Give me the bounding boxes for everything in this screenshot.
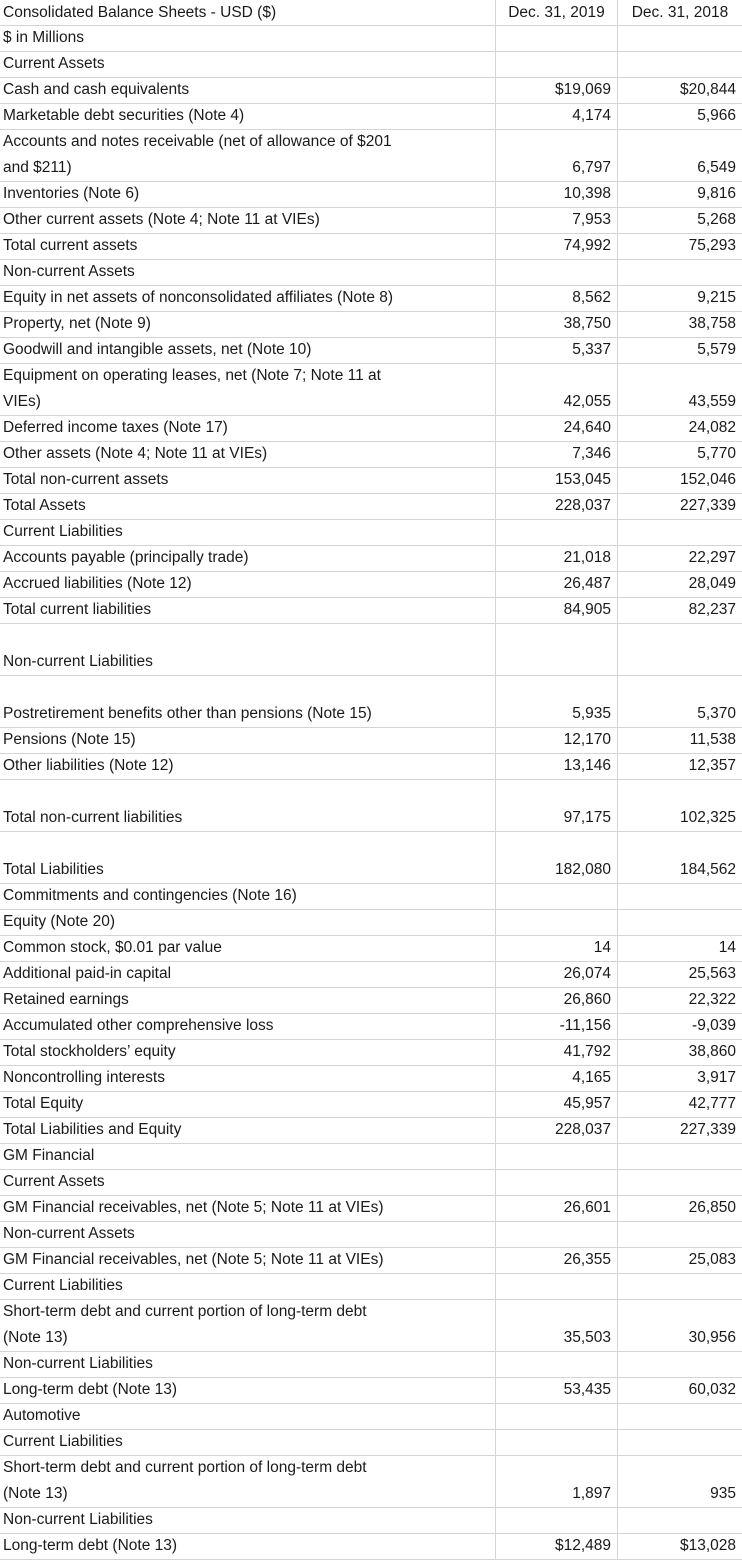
value-2018: 43,559 (688, 393, 736, 410)
value-2018 (618, 1404, 742, 1429)
table-row (0, 988, 742, 1014)
value-2018: 25,083 (688, 1251, 736, 1268)
table-row (0, 104, 742, 130)
row-label: Total stockholders’ equity (0, 1040, 496, 1065)
table-row (0, 130, 742, 182)
value-2018 (618, 884, 742, 909)
value-2019 (496, 520, 618, 545)
value-2019: 26,601 (496, 1196, 618, 1221)
value-2019: $19,069 (496, 78, 618, 103)
value-2019: 1,897 (496, 1456, 618, 1507)
row-label: Equity (Note 20) (0, 910, 496, 935)
row-label: Total Equity (0, 1092, 496, 1117)
row-label: Long-term debt (Note 13) (0, 1534, 496, 1559)
row-label: Equity in net assets of nonconsolidated affiliates (Note 8) (0, 286, 496, 311)
value-2019 (496, 1352, 618, 1377)
value-2018 (618, 1274, 742, 1299)
row-label: Marketable debt securities (Note 4) (0, 104, 496, 129)
table-row (0, 442, 742, 468)
table-row (0, 884, 742, 910)
table-row (0, 1196, 742, 1222)
table-body (0, 52, 742, 1560)
row-label: Inventories (Note 6) (0, 182, 496, 207)
value-2019: 5,337 (496, 338, 618, 363)
value-2018 (618, 1352, 742, 1377)
table-row (0, 416, 742, 442)
table-row (0, 182, 742, 208)
value-2018: 227,339 (679, 497, 736, 514)
row-label: Current Assets (0, 52, 496, 77)
value-2019 (496, 910, 618, 935)
value-2019 (496, 884, 618, 909)
table-row (0, 364, 742, 416)
value-2019: 21,018 (496, 546, 618, 571)
value-2018 (618, 52, 742, 77)
column-header-2018: Dec. 31, 2018 (631, 4, 729, 21)
value-2019: 12,170 (496, 728, 618, 753)
value-2019 (496, 1170, 618, 1195)
row-label: Non-current Liabilities (0, 1352, 496, 1377)
value-2019: 10,398 (496, 182, 618, 207)
value-2018: $13,028 (679, 1537, 736, 1554)
row-label: GM Financial (0, 1144, 496, 1169)
table-row (0, 728, 742, 754)
row-label: Other current assets (Note 4; Note 11 at VIEs) (0, 208, 496, 233)
row-label: Additional paid-in capital (0, 962, 496, 987)
row-label: Non-current Assets (0, 1222, 496, 1247)
table-row (0, 832, 742, 884)
table-row (0, 1144, 742, 1170)
column-header-2019: Dec. 31, 2019 (496, 0, 618, 25)
table-row (0, 676, 742, 728)
row-label: Goodwill and intangible assets, net (Note 10) (0, 338, 496, 363)
table-row (0, 1456, 742, 1508)
value-2018: 5,966 (697, 107, 736, 124)
value-2018: 184,562 (679, 861, 736, 878)
value-2018: -9,039 (692, 1017, 736, 1034)
table-row (0, 1274, 742, 1300)
table-row (0, 624, 742, 676)
table-row (0, 936, 742, 962)
row-label: Total non-current liabilities (0, 780, 496, 831)
value-2019: 26,074 (496, 962, 618, 987)
table-row (0, 260, 742, 286)
value-2018: 5,770 (697, 445, 736, 462)
value-2019 (496, 1404, 618, 1429)
value-2018: 28,049 (688, 575, 736, 592)
value-2019: 7,953 (496, 208, 618, 233)
row-label: Other assets (Note 4; Note 11 at VIEs) (0, 442, 496, 467)
row-label: Total current assets (0, 234, 496, 259)
table-row (0, 1352, 742, 1378)
value-2018: 24,082 (688, 419, 736, 436)
row-label: Short-term debt and current portion of long-term debt (Note 13) (0, 1456, 496, 1507)
value-2018: 227,339 (679, 1121, 736, 1138)
row-label: Current Assets (0, 1170, 496, 1195)
row-label: Automotive (0, 1404, 496, 1429)
unit-label: $ in Millions (0, 26, 496, 51)
value-2019: 8,562 (496, 286, 618, 311)
row-label: Property, net (Note 9) (0, 312, 496, 337)
value-2018 (618, 624, 742, 675)
value-2019: 35,503 (496, 1300, 618, 1351)
value-2019: 6,797 (496, 130, 618, 181)
value-2019: 7,346 (496, 442, 618, 467)
table-row (0, 234, 742, 260)
table-row (0, 910, 742, 936)
row-label: Accrued liabilities (Note 12) (0, 572, 496, 597)
row-label: Current Liabilities (0, 1430, 496, 1455)
value-2018: 5,268 (697, 211, 736, 228)
value-2018: 26,850 (688, 1199, 736, 1216)
value-2019: -11,156 (496, 1014, 618, 1039)
row-label: Non-current Assets (0, 260, 496, 285)
value-2018 (618, 520, 742, 545)
row-label: Non-current Liabilities (0, 624, 496, 675)
value-2019: 53,435 (496, 1378, 618, 1403)
value-2019: 26,860 (496, 988, 618, 1013)
value-2019: 153,045 (496, 468, 618, 493)
value-2018: 38,860 (688, 1043, 736, 1060)
row-label: Total non-current assets (0, 468, 496, 493)
value-2018 (618, 1222, 742, 1247)
row-label: Accounts payable (principally trade) (0, 546, 496, 571)
value-2019 (496, 1274, 618, 1299)
value-2019 (496, 260, 618, 285)
value-2018: 9,215 (697, 289, 736, 306)
row-label: Other liabilities (Note 12) (0, 754, 496, 779)
table-row (0, 78, 742, 104)
table-row (0, 1248, 742, 1274)
row-label: Total Liabilities (0, 832, 496, 883)
row-label: Total Liabilities and Equity (0, 1118, 496, 1143)
unit-row (0, 26, 742, 52)
value-2018 (618, 260, 742, 285)
value-2018: 5,370 (697, 705, 736, 722)
value-2019: 24,640 (496, 416, 618, 441)
value-2018: 6,549 (697, 159, 736, 176)
table-row (0, 1222, 742, 1248)
sheet-title: Consolidated Balance Sheets - USD ($) (0, 0, 496, 25)
value-2019 (496, 1508, 618, 1533)
table-row (0, 598, 742, 624)
table-header-row (0, 0, 742, 26)
value-2018: 5,579 (697, 341, 736, 358)
row-label: Total Assets (0, 494, 496, 519)
row-label: Postretirement benefits other than pensions (Note 15) (0, 676, 496, 727)
value-2019 (496, 1222, 618, 1247)
value-2018 (618, 1508, 742, 1533)
row-label: Commitments and contingencies (Note 16) (0, 884, 496, 909)
value-2019: 38,750 (496, 312, 618, 337)
value-2019: 5,935 (496, 676, 618, 727)
table-row (0, 572, 742, 598)
row-label: Equipment on operating leases, net (Note 7; Note 11 at VIEs) (0, 364, 496, 415)
value-2018: 22,297 (688, 549, 736, 566)
value-2018: 12,357 (688, 757, 736, 774)
value-2018: 22,322 (688, 991, 736, 1008)
table-row (0, 1404, 742, 1430)
table-row (0, 494, 742, 520)
value-2019: 74,992 (496, 234, 618, 259)
table-row (0, 1378, 742, 1404)
value-2019: 84,905 (496, 598, 618, 623)
row-label: Current Liabilities (0, 520, 496, 545)
row-label: Common stock, $0.01 par value (0, 936, 496, 961)
value-2018: 3,917 (697, 1069, 736, 1086)
row-label: Long-term debt (Note 13) (0, 1378, 496, 1403)
value-2019: 41,792 (496, 1040, 618, 1065)
table-row (0, 1534, 742, 1560)
table-row (0, 780, 742, 832)
value-2019: 4,165 (496, 1066, 618, 1091)
value-2019: 97,175 (496, 780, 618, 831)
table-row (0, 52, 742, 78)
value-2019: 42,055 (496, 364, 618, 415)
row-label: Cash and cash equivalents (0, 78, 496, 103)
value-2018 (618, 1170, 742, 1195)
value-2019: $12,489 (496, 1534, 618, 1559)
row-label: Noncontrolling interests (0, 1066, 496, 1091)
value-2018: 11,538 (689, 731, 736, 748)
value-2018: 75,293 (688, 237, 736, 254)
row-label: Pensions (Note 15) (0, 728, 496, 753)
value-2018: 82,237 (688, 601, 736, 618)
table-row (0, 546, 742, 572)
value-2019 (496, 52, 618, 77)
table-row (0, 312, 742, 338)
value-2019: 182,080 (496, 832, 618, 883)
value-2019: 13,146 (496, 754, 618, 779)
table-row (0, 1430, 742, 1456)
value-2018: 30,956 (688, 1329, 736, 1346)
value-2018 (618, 1430, 742, 1455)
table-row (0, 208, 742, 234)
value-2019: 228,037 (496, 1118, 618, 1143)
table-row (0, 754, 742, 780)
value-2018 (618, 1144, 742, 1169)
row-label: Deferred income taxes (Note 17) (0, 416, 496, 441)
value-2018: 935 (710, 1485, 736, 1502)
table-row (0, 1014, 742, 1040)
value-2019: 228,037 (496, 494, 618, 519)
row-label: Short-term debt and current portion of long-term debt (Note 13) (0, 1300, 496, 1351)
value-2019 (496, 1144, 618, 1169)
table-row (0, 338, 742, 364)
table-row (0, 1040, 742, 1066)
table-row (0, 1066, 742, 1092)
table-row (0, 1508, 742, 1534)
value-2019 (496, 1430, 618, 1455)
value-2018: 42,777 (688, 1095, 736, 1112)
value-2018: 9,816 (697, 185, 736, 202)
table-row (0, 1118, 742, 1144)
value-2019 (496, 624, 618, 675)
value-2019: 26,487 (496, 572, 618, 597)
table-row (0, 1092, 742, 1118)
row-label: Accumulated other comprehensive loss (0, 1014, 496, 1039)
table-row (0, 468, 742, 494)
value-2019: 4,174 (496, 104, 618, 129)
value-2018: 152,046 (679, 471, 736, 488)
value-2018: 38,758 (688, 315, 736, 332)
table-row (0, 286, 742, 312)
row-label: Accounts and notes receivable (net of allowance of $201 and $211) (0, 130, 496, 181)
table-row (0, 1300, 742, 1352)
table-row (0, 1170, 742, 1196)
row-label: GM Financial receivables, net (Note 5; Note 11 at VIEs) (0, 1248, 496, 1273)
value-2018: 60,032 (688, 1381, 736, 1398)
row-label: Retained earnings (0, 988, 496, 1013)
value-2018: $20,844 (679, 81, 736, 98)
value-2018 (618, 910, 742, 935)
value-2019: 26,355 (496, 1248, 618, 1273)
row-label: Total current liabilities (0, 598, 496, 623)
value-2019: 14 (496, 936, 618, 961)
value-2018: 25,563 (688, 965, 736, 982)
row-label: Current Liabilities (0, 1274, 496, 1299)
row-label: Non-current Liabilities (0, 1508, 496, 1533)
row-label: GM Financial receivables, net (Note 5; Note 11 at VIEs) (0, 1196, 496, 1221)
table-row (0, 962, 742, 988)
value-2018: 102,325 (679, 809, 736, 826)
value-2019: 45,957 (496, 1092, 618, 1117)
table-row (0, 520, 742, 546)
value-2018: 14 (718, 939, 736, 956)
